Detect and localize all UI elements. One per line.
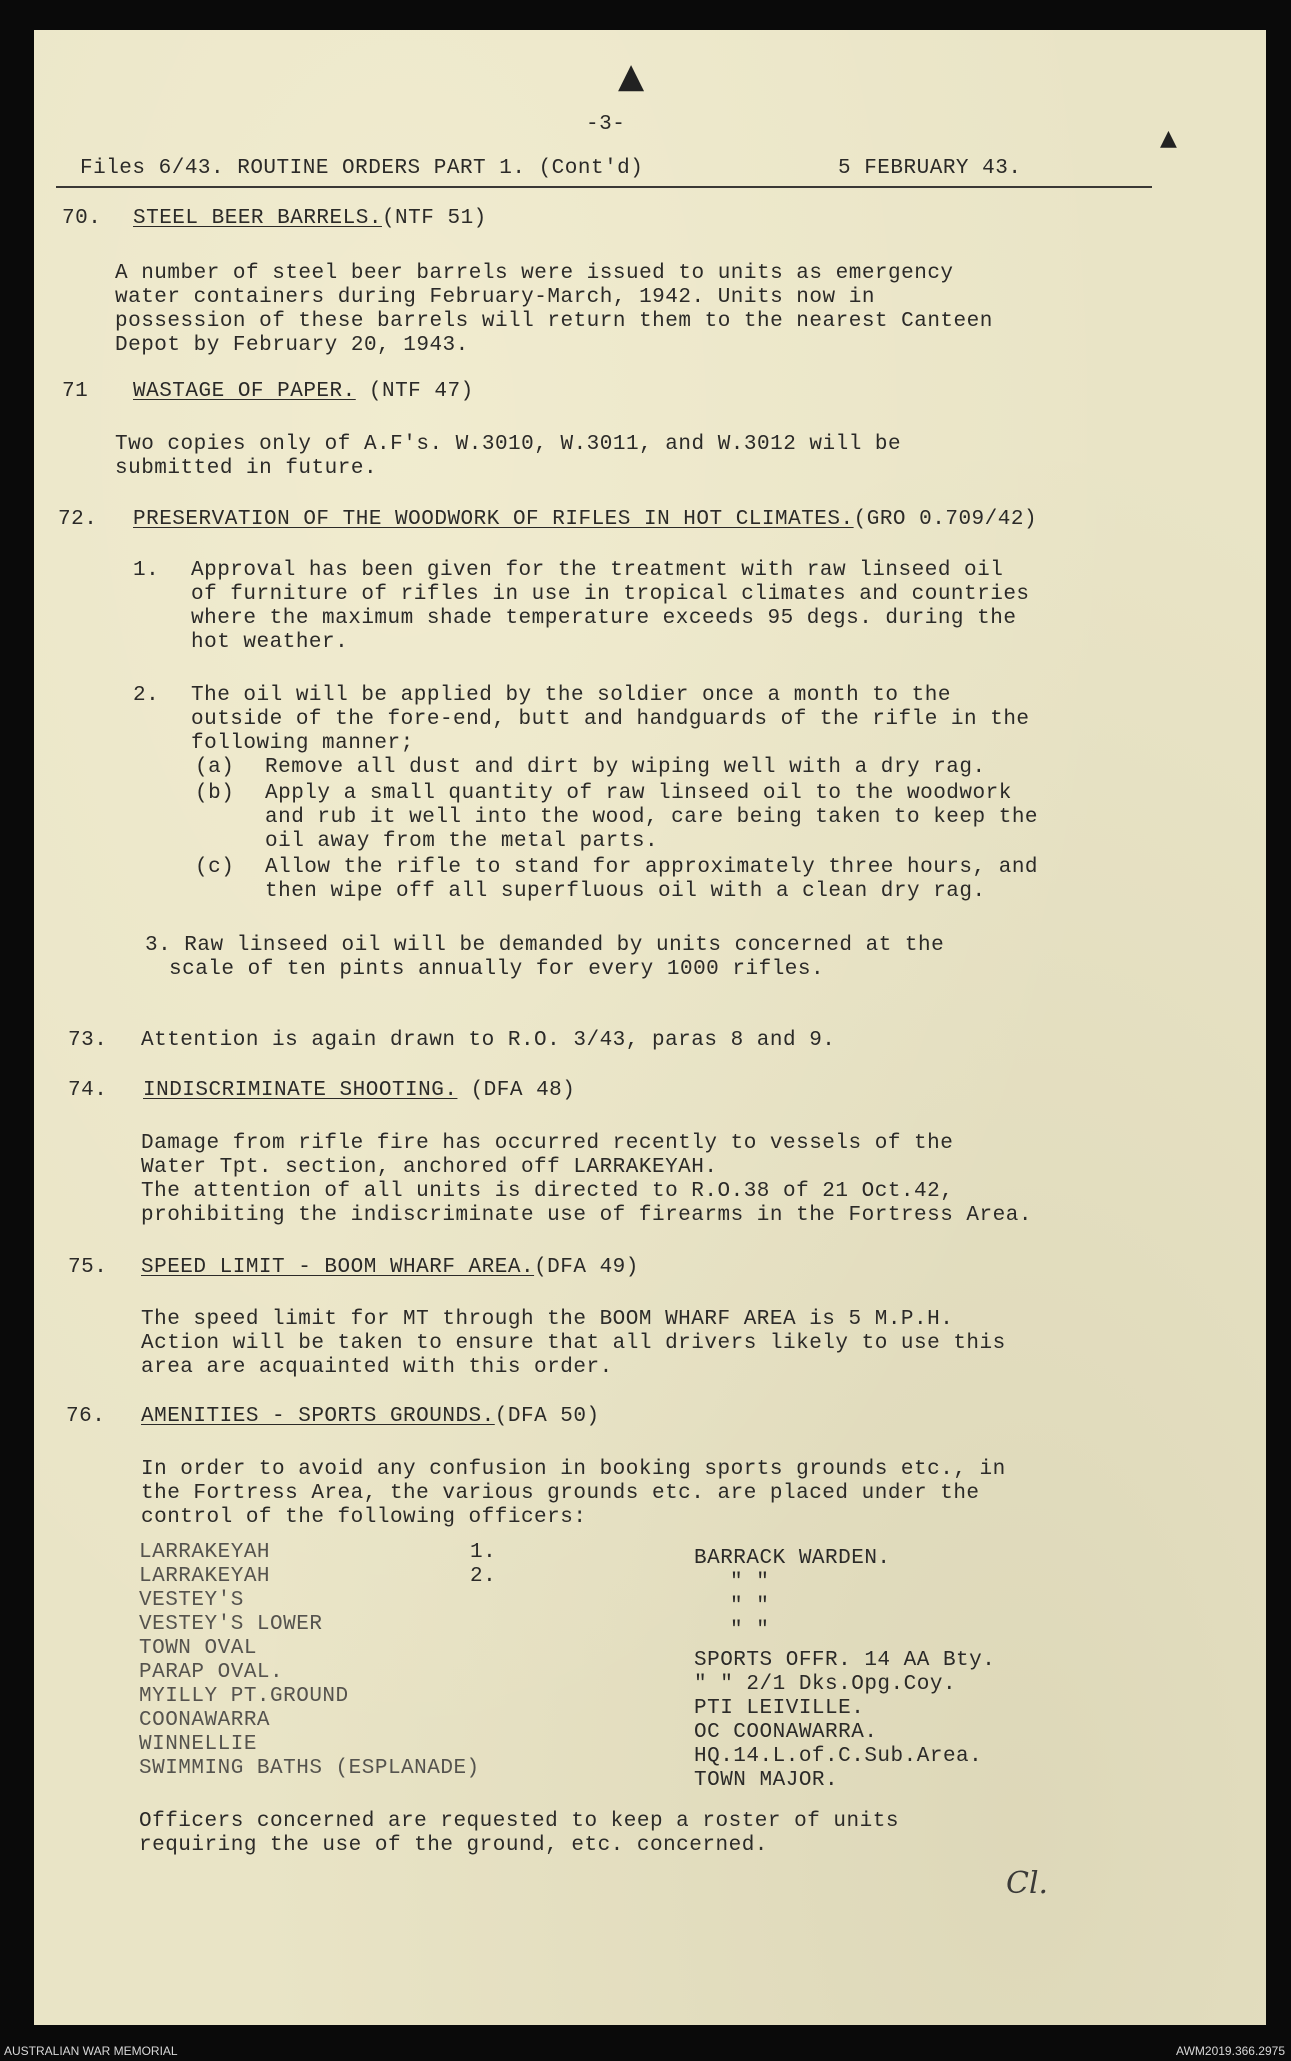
order-76-heading — [141, 1405, 600, 1429]
ground-name: LARRAKEYAH — [139, 1541, 271, 1564]
ground-name: SWIMMING BATHS (ESPLANADE) — [139, 1757, 480, 1780]
order-76-title: AMENITIES - SPORTS GROUNDS. — [141, 1405, 495, 1428]
order-74-line-1: Damage from rifle fire has occurred recently to vessels of the — [141, 1132, 954, 1155]
ground-officer: HQ.14.L.of.C.Sub.Area. — [694, 1745, 983, 1768]
handwritten-initials: Cl. — [1006, 1866, 1049, 1901]
order-74-ref: (DFA 48) — [470, 1079, 576, 1102]
order-70-title: STEEL BEER BARRELS. — [133, 207, 382, 230]
ground-name: LARRAKEYAH — [139, 1565, 271, 1588]
order-75-heading — [141, 1256, 639, 1280]
ground-name: MYILLY PT.GROUND — [139, 1685, 349, 1708]
header-rule — [56, 186, 1152, 188]
order-70-heading — [133, 207, 487, 231]
order-72-para-3-line-2: scale of ten pints annually for every 1000 rifles. — [169, 958, 825, 981]
order-74-number: 74. — [68, 1079, 108, 1102]
order-71-heading — [133, 380, 474, 404]
order-72-ref: (GRO 0.709/42) — [853, 508, 1038, 531]
ground-name: VESTEY'S — [139, 1589, 244, 1612]
order-75-line-3: area are acquainted with this order. — [141, 1356, 613, 1379]
ink-blot-right: ▲ — [1160, 126, 1177, 151]
ground-officer: OC COONAWARRA. — [694, 1721, 878, 1744]
order-76-ref: (DFA 50) — [494, 1405, 600, 1428]
order-75-title: SPEED LIMIT - BOOM WHARF AREA. — [141, 1256, 535, 1279]
order-72-para-1-line-2: of furniture of rifles in use in tropical climates and countries — [191, 583, 1030, 606]
order-72-para-1-number: 1. — [133, 559, 160, 582]
order-73-number: 73. — [68, 1029, 108, 1052]
order-75-line-2: Action will be taken to ensure that all drivers likely to use this — [141, 1332, 1006, 1355]
order-72-para-2-line-2: outside of the fore-end, butt and handguards of the rifle in the — [191, 708, 1030, 731]
order-75-line-1: The speed limit for MT through the BOOM WHARF AREA is 5 M.P.H. — [141, 1308, 954, 1331]
order-71-line-1: Two copies only of A.F's. W.3010, W.3011, and W.3012 will be — [115, 433, 902, 456]
ground-name: WINNELLIE — [139, 1733, 257, 1756]
ground-officer: " " — [730, 1571, 770, 1594]
order-70-line-1: A number of steel beer barrels were issued to units as emergency — [115, 262, 954, 285]
order-74-heading — [143, 1079, 575, 1103]
ground-name: TOWN OVAL — [139, 1637, 257, 1660]
order-72-sub-b-line-3: oil away from the metal parts. — [265, 830, 659, 853]
ink-blot-top: ▲ — [618, 56, 645, 96]
order-72-sub-b-line-2: and rub it well into the wood, care being taken to keep the — [265, 806, 1039, 829]
order-70-line-2: water containers during February-March, 1942. Units now in — [115, 286, 875, 309]
order-72-para-1-line-3: where the maximum shade temperature exceeds 95 degs. during the — [191, 607, 1017, 630]
order-76-line-3: control of the following officers: — [141, 1506, 587, 1529]
order-72-sub-c-line-2: then wipe off all superfluous oil with a clean dry rag. — [265, 880, 986, 903]
order-71-title: WASTAGE OF PAPER. — [133, 380, 356, 403]
order-74-line-3: The attention of all units is directed to R.O.38 of 21 Oct.42, — [141, 1180, 954, 1203]
order-74-title: INDISCRIMINATE SHOOTING. — [143, 1079, 458, 1102]
header-date: 5 FEBRUARY 43. — [838, 157, 1022, 180]
order-75-number: 75. — [68, 1256, 108, 1279]
ground-officer: " " — [730, 1619, 770, 1642]
order-72-sub-b-label: (b) — [195, 782, 235, 805]
order-72-para-2-number: 2. — [133, 684, 160, 707]
ground-officer: TOWN MAJOR. — [694, 1769, 839, 1792]
ground-number: 2. — [470, 1565, 497, 1588]
order-76-closing-line-1: Officers concerned are requested to keep a roster of units — [139, 1810, 899, 1833]
page-number: -3- — [586, 113, 626, 136]
order-76-line-1: In order to avoid any confusion in booking sports grounds etc., in — [141, 1458, 1006, 1481]
ground-officer: PTI LEIVILLE. — [694, 1697, 865, 1720]
order-70-ref: (NTF 51) — [381, 207, 487, 230]
order-72-sub-c-line-1: Allow the rifle to stand for approximately three hours, and — [265, 856, 1039, 879]
ground-officer: SPORTS OFFR. 14 AA Bty. — [694, 1649, 996, 1672]
archive-reference: AWM2019.366.2975 — [1176, 2044, 1285, 2058]
ground-number: 1. — [470, 1541, 497, 1564]
order-71-number: 71 — [62, 380, 89, 403]
header-file-reference: Files 6/43. ROUTINE ORDERS PART 1. (Cont'd) — [80, 157, 644, 180]
ground-name: COONAWARRA — [139, 1709, 271, 1732]
ground-name: VESTEY'S LOWER — [139, 1613, 323, 1636]
order-70-line-3: possession of these barrels will return them to the nearest Canteen — [115, 310, 993, 333]
order-76-number: 76. — [66, 1405, 106, 1428]
order-72-para-2-line-1: The oil will be applied by the soldier once a month to the — [191, 684, 951, 707]
order-72-para-3-line-1: 3. Raw linseed oil will be demanded by units concerned at the — [145, 934, 945, 957]
order-72-sub-c-label: (c) — [195, 856, 235, 879]
order-74-line-4: prohibiting the indiscriminate use of firearms in the Fortress Area. — [141, 1204, 1032, 1227]
archive-credit: AUSTRALIAN WAR MEMORIAL — [4, 2044, 178, 2058]
order-74-line-2: Water Tpt. section, anchored off LARRAKEYAH. — [141, 1156, 718, 1179]
order-72-para-1-line-1: Approval has been given for the treatment with raw linseed oil — [191, 559, 1004, 582]
order-70-number: 70. — [62, 207, 102, 230]
order-76-closing-line-2: requiring the use of the ground, etc. concerned. — [139, 1834, 768, 1857]
order-72-number: 72. — [58, 508, 98, 531]
order-72-title: PRESERVATION OF THE WOODWORK OF RIFLES IN HOT CLIMATES. — [133, 508, 854, 531]
order-76-line-2: the Fortress Area, the various grounds etc. are placed under the — [141, 1482, 980, 1505]
ground-officer: " " — [730, 1595, 770, 1618]
order-71-ref: (NTF 47) — [368, 380, 474, 403]
order-72-sub-a-line-1: Remove all dust and dirt by wiping well with a dry rag. — [265, 756, 986, 779]
ground-officer: BARRACK WARDEN. — [694, 1547, 891, 1570]
ground-officer: " " 2/1 Dks.Opg.Coy. — [694, 1673, 957, 1696]
order-72-heading — [133, 508, 1037, 532]
order-72-para-2-line-3: following manner; — [191, 732, 414, 755]
order-72-sub-a-label: (a) — [195, 756, 235, 779]
order-70-line-4: Depot by February 20, 1943. — [115, 334, 469, 357]
order-71-line-2: submitted in future. — [115, 457, 378, 480]
order-72-sub-b-line-1: Apply a small quantity of raw linseed oil to the woodwork — [265, 782, 1012, 805]
order-73-text: Attention is again drawn to R.O. 3/43, paras 8 and 9. — [141, 1029, 836, 1052]
order-75-ref: (DFA 49) — [534, 1256, 639, 1279]
ground-name: PARAP OVAL. — [139, 1661, 284, 1684]
order-72-para-1-line-4: hot weather. — [191, 631, 349, 654]
